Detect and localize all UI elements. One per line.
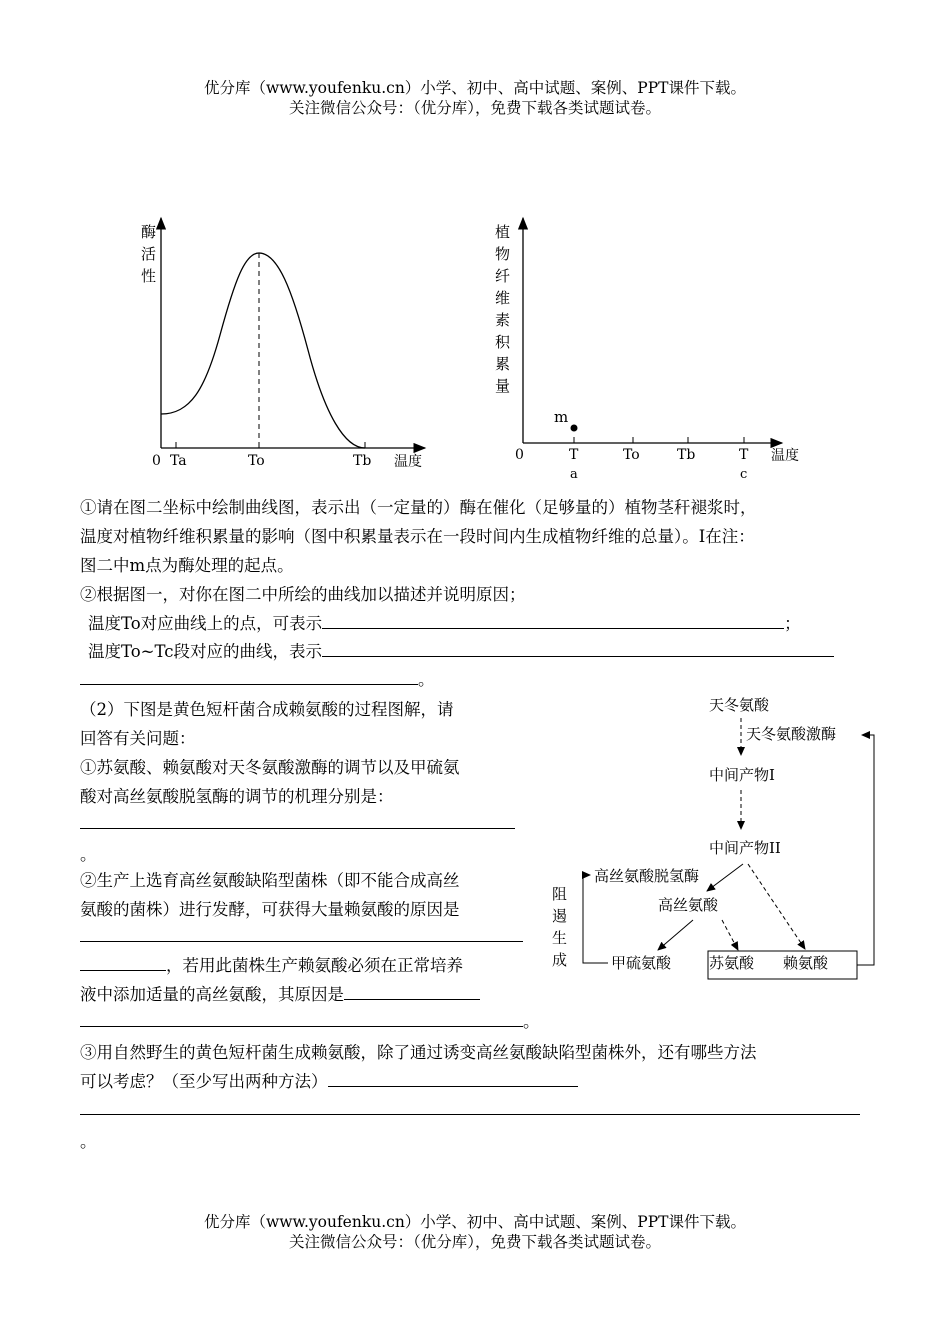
arrow-homoserine-to-met [658,920,693,950]
g2-ylabel-1: 植 [495,223,511,241]
header-line-2: 关注微信公众号：（优分库），免费下载各类试题试卷。 [288,99,661,117]
node-aspartate-kinase: 天冬氨酸激酶 [746,725,837,743]
q2-line-10-end: 。 [523,1012,540,1031]
g2-point-m [571,425,578,432]
q2-line-blank-2 [80,925,523,948]
q2-line-9-text: 液中添加适量的高丝氨酸，其原因是 [80,985,344,1004]
g2-ylabel-4: 维 [495,289,511,307]
g2-xlabel: 温度 [771,448,799,464]
g2-tick-label-to: To [623,447,640,463]
q2-answer-blank-5[interactable] [80,1010,523,1027]
arrow-mid2-to-lys [748,864,805,949]
q2-line-1: （2）下图是黄色短杆菌合成赖氨酸的过程图解，请 [80,700,454,719]
graph-fiber-accumulation [490,212,820,487]
node-intermediate-1: 中间产物I [709,766,775,784]
g1-ylabel-1: 酶 [141,223,157,241]
inhibit-label-4: 成 [552,951,568,969]
q1-line-5-text: 温度To对应曲线上的点，可表示 [88,614,323,633]
g1-activity-curve [161,253,365,448]
g2-origin: 0 [515,447,524,463]
q2-line-blank-1 [80,812,515,835]
g2-point-m-label: m [554,408,569,426]
q2-line-6: ②生产上选育高丝氨酸缺陷型菌株（即不能合成高丝 [80,871,460,890]
q2-line-3: ①苏氨酸、赖氨酸对天冬氨酸激酶的调节以及甲硫氨 [80,758,460,777]
footer-line-2: 关注微信公众号：（优分库），免费下载各类试题试卷。 [288,1233,661,1251]
g2-ylabel-3: 纤 [495,267,511,285]
q2-line-10 [80,1010,540,1033]
q2-line-blank-7 [80,1098,860,1121]
g2-tick-label-tb: Tb [677,447,696,463]
inhibit-label-3: 生 [552,929,568,947]
q2-answer-blank-2[interactable] [80,925,523,942]
q1-line-6-text: 温度To~Tc段对应的曲线，表示 [88,642,322,661]
q2-answer-blank-1[interactable] [80,812,515,829]
q1-answer-blank-1[interactable] [322,612,784,629]
g1-ylabel-3: 性 [141,267,157,285]
graph-enzyme-activity [120,210,450,480]
q1-answer-blank-2[interactable] [322,640,834,657]
q2-answer-blank-4[interactable] [344,983,480,1000]
q1-line-5 [88,612,801,635]
q1-line-5-end: ； [784,614,801,633]
g2-tick-label-tc: T [739,447,749,463]
node-intermediate-2: 中间产物II [709,839,781,857]
q1-line-6 [88,640,834,663]
g1-xlabel: 温度 [394,454,422,470]
node-homoserine-dehydrogenase: 高丝氨酸脱氢酶 [594,867,700,885]
arrow-homoserine-to-thr [722,920,738,950]
g1-ylabel-2: 活 [141,245,157,263]
g1-tick-label-tb: Tb [353,453,372,469]
q1-line-7 [80,668,435,691]
inhibit-label-1: 阻 [552,885,568,903]
q2-line-4: 酸对高丝氨酸脱氢酶的调节的机理分别是： [80,787,394,806]
node-homoserine: 高丝氨酸 [658,896,719,914]
q2-line-12 [80,1070,578,1093]
q2-answer-blank-3[interactable] [80,954,166,971]
footer-line-1: 优分库（www.youfenku.cn）小学、初中、高中试题、案例、PPT课件下载。 [203,1213,747,1231]
q1-answer-blank-3[interactable] [80,668,418,685]
g2-ylabel-8: 量 [495,377,511,395]
g2-ylabel-5: 素 [495,311,511,329]
node-threonine: 苏氨酸 [709,954,755,972]
arrow-mid2-to-homoserine [707,864,743,891]
q1-line-2: 温度对植物纤维积累量的影响（图中积累量表示在一段时间内生成植物纤维的总量）。I在注： [80,527,755,546]
q2-line-12-text: 可以考虑？（至少写出两种方法） [80,1072,328,1091]
g2-tick-sub-a: a [570,467,578,482]
lysine-pathway-diagram [545,688,885,988]
q1-line-1: ①请在图二坐标中绘制曲线图，表示出（一定量的）酶在催化（足够量的）植物茎秆褪浆时， [80,498,757,517]
header-line-1: 优分库（www.youfenku.cn）小学、初中、高中试题、案例、PPT课件下载。 [203,79,747,97]
g2-tick-label-ta: T [569,447,579,463]
g2-ylabel-2: 物 [495,245,511,263]
g2-tick-sub-c: c [740,467,748,482]
node-aspartate: 天冬氨酸 [709,696,770,714]
q2-line-5: 。 [80,845,97,864]
q2-line-8 [80,954,463,977]
node-lysine: 赖氨酸 [783,954,829,972]
q2-answer-blank-7[interactable] [80,1098,860,1115]
q1-line-7-end: 。 [418,670,435,689]
node-methionine: 甲硫氨酸 [611,954,672,972]
q2-line-2: 回答有关问题： [80,729,196,748]
q2-line-13: 。 [80,1132,97,1151]
q1-line-4: ②根据图一，对你在图二中所绘的曲线加以描述并说明原因； [80,585,526,604]
q2-line-11: ③用自然野生的黄色短杆菌生成赖氨酸，除了通过诱变高丝氨酸缺陷型菌株外，还有哪些方法 [80,1043,757,1062]
inhibit-label-2: 遏 [552,907,568,925]
q1-line-3: 图二中m点为酶处理的起点。 [80,556,294,575]
g1-tick-label-ta: Ta [170,453,187,469]
g2-ylabel-6: 积 [495,333,511,351]
feedback-lys-thr-to-kinase [857,735,874,965]
feedback-met-to-hsd [583,875,608,963]
q2-line-9 [80,983,480,1006]
g1-tick-label-to: To [248,453,265,469]
q2-line-8-text: ，若用此菌株生产赖氨酸必须在正常培养 [166,956,463,975]
g1-origin: 0 [152,453,161,469]
q2-answer-blank-6[interactable] [328,1070,578,1087]
g2-ylabel-7: 累 [495,355,511,373]
q2-line-7: 氨酸的菌株）进行发酵，可获得大量赖氨酸的原因是 [80,900,460,919]
